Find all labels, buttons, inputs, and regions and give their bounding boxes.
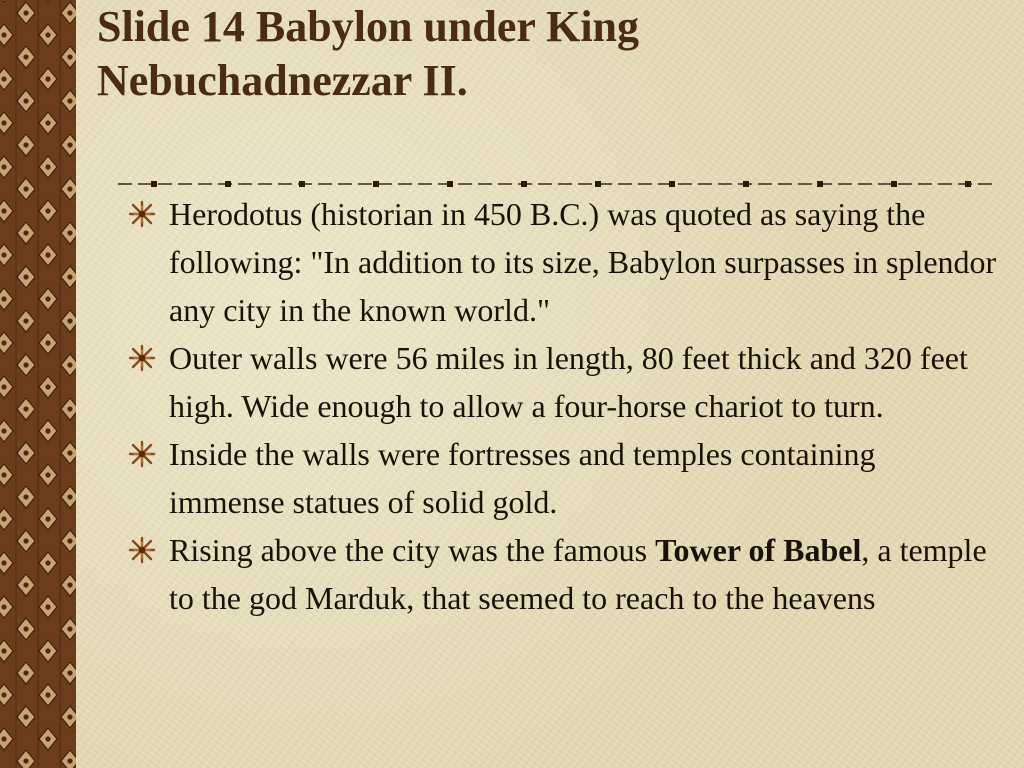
slide-title-line-2: Nebuchadnezzar II. <box>97 56 468 105</box>
bullet-item <box>128 526 998 622</box>
bullet-text-before: Rising above the city was the famous <box>169 532 656 568</box>
bullet-text: Inside the walls were fortresses and temples containing immense statues of solid gold. <box>169 436 876 520</box>
starburst-bullet-icon <box>128 440 156 468</box>
slide-title <box>97 0 997 108</box>
bullet-text: Herodotus (historian in 450 B.C.) was quoted as saying the following: "In addition to its size, Babylon surpasses in splendor any city in the known world." <box>169 196 997 328</box>
bullet-item <box>128 334 998 430</box>
bullet-list <box>128 190 998 622</box>
starburst-bullet-icon <box>128 200 156 228</box>
bullet-item <box>128 190 998 334</box>
starburst-bullet-icon <box>128 536 156 564</box>
starburst-bullet-icon <box>128 344 156 372</box>
slide-title-line-1: Slide 14 Babylon under King <box>97 2 640 51</box>
bullet-text: Outer walls were 56 miles in length, 80 feet thick and 320 feet high. Wide enough to allow a four-horse chariot to turn. <box>169 340 968 424</box>
decorative-border-strip <box>0 0 76 768</box>
bullet-item <box>128 430 998 526</box>
bullet-bold-term: Tower of Babel <box>655 532 862 568</box>
bullet-text-after: , a temple to the god Marduk, that seemed to reach to the heavens <box>169 532 987 616</box>
